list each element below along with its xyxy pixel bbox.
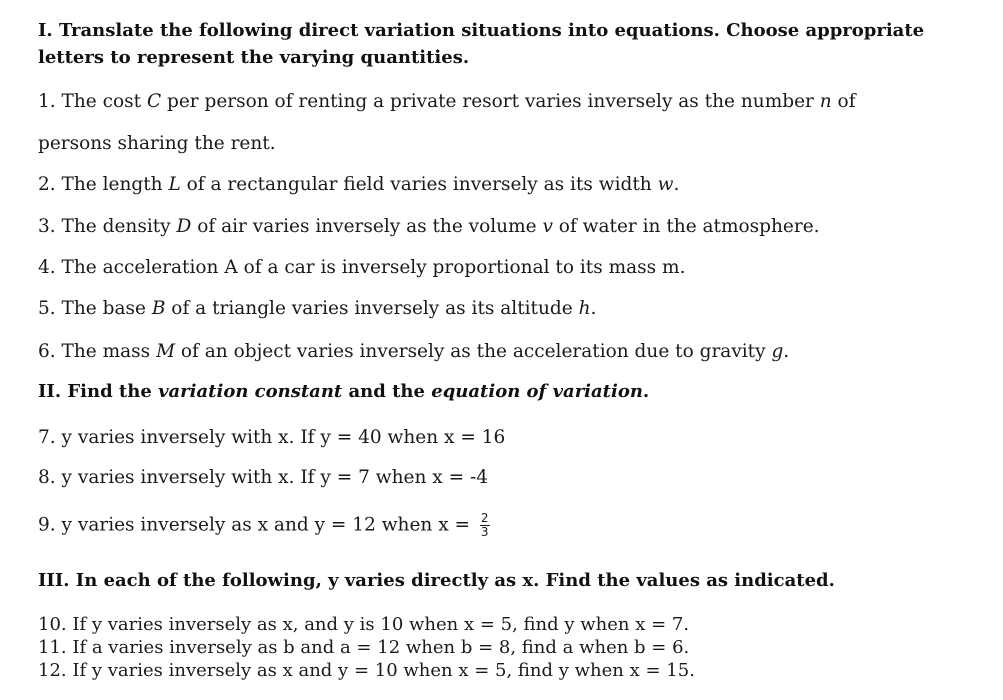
question-2-text-c: .	[673, 174, 680, 195]
section-2-heading-text-a: II. Find the	[38, 381, 159, 402]
question-12: 12. If y varies inversely as x and y = 10 when x = 5, find y when x = 15.	[38, 660, 695, 681]
question-3-text-a: 3. The density	[38, 216, 177, 237]
question-9-fraction-denominator: 3	[480, 525, 489, 539]
question-2-text-b: of a rectangular field varies inversely as its width	[180, 174, 658, 195]
section-2-heading-text-b: and the	[342, 381, 432, 402]
question-2-var-length: L	[168, 174, 181, 195]
section-1-heading-line-1: I. Translate the following direct variation situations into equations. Choose appropriate	[38, 20, 925, 41]
question-2-text-a: 2. The length	[38, 174, 169, 195]
question-3	[38, 215, 820, 239]
question-6-var-mass: M	[156, 341, 176, 362]
question-9-fraction-numerator: 2	[480, 511, 489, 525]
question-8: 8. y varies inversely with x. If y = 7 when x = -4	[38, 467, 488, 488]
question-6	[38, 340, 789, 364]
section-3-heading: III. In each of the following, y varies directly as x. Find the values as indicated.	[38, 570, 835, 591]
question-6-text-a: 6. The mass	[38, 341, 157, 362]
question-1-text-c: of	[831, 91, 856, 112]
question-1-text-b: per person of renting a private resort varies inversely as the number	[161, 91, 820, 112]
question-2-var-width: w	[657, 174, 674, 195]
question-5-var-base: B	[151, 298, 166, 319]
section-2-heading-text-c: .	[642, 381, 650, 402]
question-1-text-a: 1. The cost	[38, 91, 147, 112]
question-9-fraction	[480, 512, 490, 539]
question-6-text-c: .	[783, 341, 790, 362]
question-4: 4. The acceleration A of a car is inversely proportional to its mass m.	[38, 257, 686, 278]
question-5	[38, 297, 596, 321]
question-2	[38, 173, 679, 197]
question-5-var-altitude: h	[578, 298, 591, 319]
question-3-text-b: of air varies inversely as the volume	[191, 216, 543, 237]
question-3-var-volume: v	[542, 216, 553, 237]
question-5-text-a: 5. The base	[38, 298, 152, 319]
section-1-heading-line-2: letters to represent the varying quantities.	[38, 47, 470, 68]
section-2-heading-emphasis-2: equation of variation	[431, 381, 643, 402]
question-10: 10. If y varies inversely as x, and y is 10 when x = 5, find y when x = 7.	[38, 614, 690, 635]
question-1-line-1	[38, 90, 856, 114]
question-1-line-2: persons sharing the rent.	[38, 133, 276, 154]
question-3-var-density: D	[176, 216, 192, 237]
question-1-var-cost: C	[146, 91, 162, 112]
question-6-text-b: of an object varies inversely as the acceleration due to gravity	[175, 341, 772, 362]
question-3-text-c: of water in the atmosphere.	[552, 216, 820, 237]
question-5-text-b: of a triangle varies inversely as its altitude	[165, 298, 579, 319]
question-5-text-c: .	[590, 298, 597, 319]
section-2-heading-emphasis-1: variation constant	[158, 381, 343, 402]
question-11: 11. If a varies inversely as b and a = 12 when b = 8, find a when b = 6.	[38, 637, 690, 658]
question-1-var-number: n	[819, 91, 832, 112]
question-9	[38, 512, 490, 539]
question-9-text: 9. y varies inversely as x and y = 12 when x =	[38, 514, 476, 536]
question-7: 7. y varies inversely with x. If y = 40 when x = 16	[38, 427, 506, 448]
question-6-var-gravity: g	[771, 341, 784, 362]
section-2-heading	[38, 380, 649, 404]
